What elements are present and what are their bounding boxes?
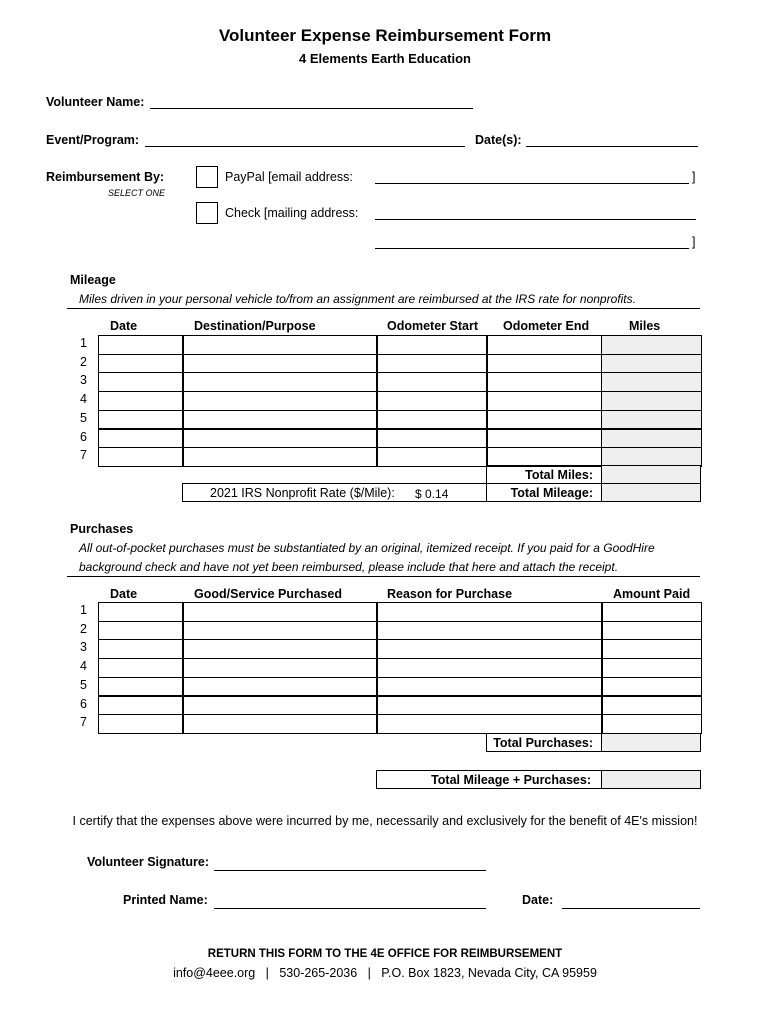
- volunteer-name-field[interactable]: [150, 108, 473, 109]
- purchases-col-amount: Amount Paid: [613, 587, 691, 601]
- total-miles-label-cell: [486, 465, 602, 484]
- purchases-note-line1: All out-of-pocket purchases must be substantiated by an original, itemized receipt. If you paid for a GoodHire: [79, 541, 655, 555]
- purchase-row-number: 3: [80, 640, 87, 655]
- certification-statement: I certify that the expenses above were incurred by me, necessarily and exclusively for the benefit of 4E's mission!: [72, 814, 698, 828]
- mileage-cell-miles[interactable]: [601, 372, 702, 392]
- mileage-cell-odometer-start[interactable]: [376, 447, 488, 467]
- mileage-cell-date[interactable]: [98, 354, 184, 374]
- mileage-cell-odometer-start[interactable]: [376, 410, 488, 430]
- reimbursement-by-label: Reimbursement By:: [46, 170, 165, 184]
- mileage-cell-odometer-end[interactable]: [486, 410, 603, 430]
- purchase-cell-good-service[interactable]: [182, 621, 378, 641]
- mileage-cell-date[interactable]: [98, 391, 184, 411]
- total-mileage-label-cell: [486, 483, 602, 502]
- irs-rate-label: 2021 IRS Nonprofit Rate ($/Mile):: [210, 486, 395, 500]
- purchases-divider: [67, 576, 700, 577]
- mileage-cell-destination[interactable]: [182, 447, 378, 467]
- purchase-row-number: 6: [80, 696, 87, 711]
- purchase-row-number: 4: [80, 659, 87, 674]
- return-instructions: RETURN THIS FORM TO THE 4E OFFICE FOR REIMBURSEMENT: [207, 948, 563, 960]
- dates-field[interactable]: [526, 146, 698, 147]
- mileage-cell-odometer-end[interactable]: [486, 429, 603, 449]
- purchases-heading: Purchases: [70, 522, 134, 536]
- purchase-cell-reason[interactable]: [376, 677, 603, 697]
- total-mileage-label: Total Mileage:: [510, 486, 593, 500]
- total-purchases-value[interactable]: [601, 733, 701, 752]
- mileage-cell-odometer-start[interactable]: [376, 429, 488, 449]
- purchase-cell-good-service[interactable]: [182, 639, 378, 659]
- signature-date-label: Date:: [522, 893, 554, 907]
- purchase-cell-amount[interactable]: [601, 639, 702, 659]
- mailing-address-field-1[interactable]: [375, 219, 696, 220]
- mileage-cell-odometer-end[interactable]: [486, 335, 603, 355]
- paypal-label: PayPal [email address:: [225, 170, 353, 184]
- grand-total-value[interactable]: [601, 770, 701, 789]
- mileage-row-number: 5: [80, 410, 87, 425]
- purchase-row-number: 7: [80, 715, 87, 730]
- purchase-cell-good-service[interactable]: [182, 602, 378, 622]
- mileage-cell-odometer-start[interactable]: [376, 335, 488, 355]
- purchase-cell-reason[interactable]: [376, 621, 603, 641]
- mileage-cell-date[interactable]: [98, 447, 184, 467]
- purchase-cell-reason[interactable]: [376, 602, 603, 622]
- purchase-cell-amount[interactable]: [601, 696, 702, 716]
- purchase-cell-date[interactable]: [98, 621, 184, 641]
- mileage-note: Miles driven in your personal vehicle to/from an assignment are reimbursed at the IRS rate for nonprofits.: [79, 292, 636, 306]
- purchase-cell-reason[interactable]: [376, 658, 603, 678]
- check-bracket: ]: [692, 235, 696, 249]
- mileage-col-odometer-end: Odometer End: [503, 319, 590, 333]
- mileage-cell-miles[interactable]: [601, 335, 702, 355]
- mileage-cell-date[interactable]: [98, 410, 184, 430]
- mileage-cell-miles[interactable]: [601, 447, 702, 467]
- purchase-cell-amount[interactable]: [601, 602, 702, 622]
- mileage-cell-odometer-end[interactable]: [486, 391, 603, 411]
- contact-info: info@4eee.org | 530-265-2036 | P.O. Box 1823, Nevada City, CA 95959: [173, 966, 597, 980]
- mileage-row-number: 4: [80, 392, 87, 407]
- mileage-cell-odometer-end[interactable]: [486, 372, 603, 392]
- printed-name-field[interactable]: [214, 908, 486, 909]
- purchase-cell-date[interactable]: [98, 714, 184, 734]
- purchase-cell-reason[interactable]: [376, 714, 603, 734]
- purchase-cell-good-service[interactable]: [182, 696, 378, 716]
- printed-name-label: Printed Name:: [123, 893, 208, 907]
- volunteer-signature-field[interactable]: [214, 870, 486, 871]
- volunteer-signature-label: Volunteer Signature:: [87, 855, 210, 869]
- organization-name: 4 Elements Earth Education: [299, 51, 471, 66]
- total-purchases-label-cell: [486, 733, 602, 752]
- purchases-col-date: Date: [110, 587, 138, 601]
- total-miles-value[interactable]: [601, 465, 701, 484]
- mileage-cell-odometer-end[interactable]: [486, 447, 603, 467]
- mileage-cell-destination[interactable]: [182, 391, 378, 411]
- total-miles-label: Total Miles:: [525, 468, 593, 482]
- mileage-cell-miles[interactable]: [601, 354, 702, 374]
- purchases-col-reason: Reason for Purchase: [387, 587, 513, 601]
- event-program-label: Event/Program:: [46, 133, 140, 147]
- mileage-cell-miles[interactable]: [601, 429, 702, 449]
- check-label: Check [mailing address:: [225, 206, 359, 220]
- mileage-col-date: Date: [110, 319, 138, 333]
- purchase-cell-good-service[interactable]: [182, 714, 378, 734]
- purchases-col-good-service: Good/Service Purchased: [194, 587, 342, 601]
- purchase-row-number: 2: [80, 621, 87, 636]
- mileage-cell-destination[interactable]: [182, 410, 378, 430]
- purchase-cell-date[interactable]: [98, 658, 184, 678]
- mileage-cell-odometer-end[interactable]: [486, 354, 603, 374]
- mileage-cell-odometer-start[interactable]: [376, 372, 488, 392]
- purchase-cell-amount[interactable]: [601, 621, 702, 641]
- purchase-cell-good-service[interactable]: [182, 658, 378, 678]
- mileage-row-number: 2: [80, 354, 87, 369]
- paypal-bracket: ]: [692, 170, 696, 184]
- event-program-field[interactable]: [145, 146, 465, 147]
- mileage-cell-odometer-start[interactable]: [376, 391, 488, 411]
- mailing-address-field-2[interactable]: [375, 248, 689, 249]
- mileage-cell-destination[interactable]: [182, 429, 378, 449]
- mileage-cell-date[interactable]: [98, 429, 184, 449]
- total-purchases-label: Total Purchases:: [493, 736, 593, 750]
- form-title: Volunteer Expense Reimbursement Form: [218, 26, 552, 45]
- purchase-cell-reason[interactable]: [376, 639, 603, 659]
- mileage-cell-destination[interactable]: [182, 335, 378, 355]
- signature-date-field[interactable]: [562, 908, 700, 909]
- total-mileage-value[interactable]: [601, 483, 701, 502]
- purchase-cell-date[interactable]: [98, 639, 184, 659]
- dates-label: Date(s):: [475, 133, 522, 147]
- purchase-cell-date[interactable]: [98, 602, 184, 622]
- mileage-col-destination: Destination/Purpose: [194, 319, 316, 333]
- mileage-cell-odometer-start[interactable]: [376, 354, 488, 374]
- mileage-cell-destination[interactable]: [182, 372, 378, 392]
- purchase-row-number: 1: [80, 603, 87, 617]
- mileage-heading: Mileage: [70, 273, 116, 287]
- mileage-cell-miles[interactable]: [601, 391, 702, 411]
- mileage-cell-date[interactable]: [98, 372, 184, 392]
- paypal-checkbox[interactable]: [196, 166, 218, 188]
- purchase-cell-date[interactable]: [98, 677, 184, 697]
- check-checkbox[interactable]: [196, 202, 218, 224]
- mileage-row-number: 7: [80, 448, 87, 463]
- mileage-col-odometer-start: Odometer Start: [387, 319, 478, 333]
- mileage-row-number: 6: [80, 429, 87, 444]
- mileage-col-miles: Miles: [629, 319, 661, 333]
- mileage-cell-date[interactable]: [98, 335, 184, 355]
- mileage-cell-miles[interactable]: [601, 410, 702, 430]
- purchase-cell-reason[interactable]: [376, 696, 603, 716]
- grand-total-label: Total Mileage + Purchases:: [431, 773, 591, 787]
- purchase-cell-date[interactable]: [98, 696, 184, 716]
- mileage-divider: [67, 308, 700, 309]
- grand-total-label-cell: [376, 770, 602, 789]
- purchase-cell-amount[interactable]: [601, 714, 702, 734]
- select-one-note: SELECT ONE: [108, 188, 166, 198]
- purchase-cell-amount[interactable]: [601, 658, 702, 678]
- mileage-row-number: 3: [80, 373, 87, 388]
- purchase-cell-amount[interactable]: [601, 677, 702, 697]
- mileage-row-number: 1: [80, 336, 87, 350]
- irs-rate-cell: [182, 483, 487, 502]
- purchases-note-line2: background check and have not yet been reimbursed, please include that here and attach the receipt.: [79, 560, 619, 574]
- purchase-row-number: 5: [80, 677, 87, 692]
- paypal-email-field[interactable]: [375, 183, 689, 184]
- irs-rate-value: $ 0.14: [415, 487, 449, 501]
- mileage-cell-destination[interactable]: [182, 354, 378, 374]
- purchase-cell-good-service[interactable]: [182, 677, 378, 697]
- volunteer-name-label: Volunteer Name:: [46, 95, 145, 109]
